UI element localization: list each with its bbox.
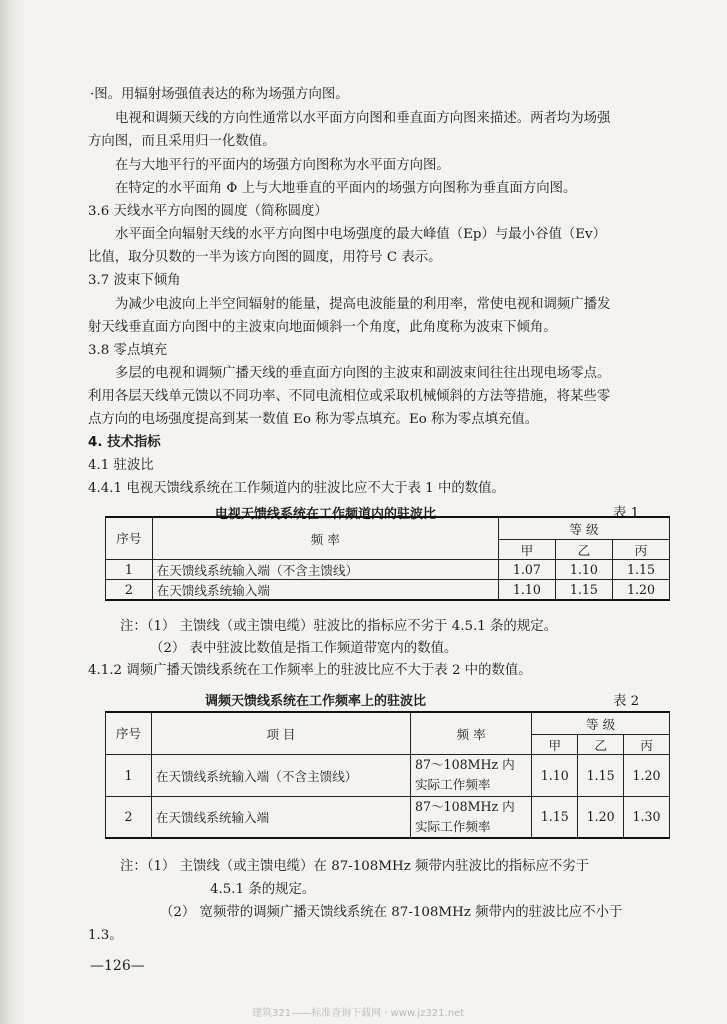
text-line: 射天线垂直面方向图中的主波束向地面倾斜一个角度，此角度称为波束下倾角。 xyxy=(88,320,557,335)
table-cell: 1.15 xyxy=(578,754,624,796)
table2-header-grade-b: 乙 xyxy=(578,734,624,754)
table1-header-freq: 频 率 xyxy=(152,517,498,559)
freq-range: 87～108MHz 内 xyxy=(414,798,515,814)
table-cell: 在天馈线系统输入端（不含主馈线） xyxy=(151,754,410,796)
table-cell: 1.30 xyxy=(624,796,670,838)
text-line: 水平面全向辐射天线的水平方向图中电场强度的最大峰值（Ep）与最小谷值（Ev） xyxy=(115,227,606,242)
table-row xyxy=(106,796,670,838)
table-cell: 1.15 xyxy=(532,796,578,838)
table-cell: 2 xyxy=(106,579,153,600)
table-cell: 1.07 xyxy=(498,559,555,579)
table2-title: 调频天馈线系统在工作频率上的驻波比 xyxy=(205,694,427,709)
text-line: 4.1.2 调频广播天馈线系统在工作频率上的驻波比应不大于表 2 中的数值。 xyxy=(88,663,532,678)
text-line: 多层的电视和调频广播天线的垂直面方向图的主波束和副波束间往往出现电场零点。 xyxy=(115,366,611,381)
table-cell: 1 xyxy=(106,754,152,796)
text-line: 在与大地平行的平面内的场强方向图称为水平面方向图。 xyxy=(115,158,450,173)
table-cell: 1.15 xyxy=(612,559,669,579)
table-cell: 1.20 xyxy=(624,754,670,796)
note-line: （2） 宽频带的调频广播天馈线系统在 87-108MHz 频带内的驻波比应不小于 xyxy=(160,905,623,920)
table-cell: 2 xyxy=(106,796,152,838)
table1-label: 表 1 xyxy=(613,506,640,521)
table-row xyxy=(106,579,670,600)
freq-desc: 实际工作频率 xyxy=(414,818,491,834)
text-line: 电视和调频天线的方向性通常以水平面方向图和垂直面方向图来描述。两者均为场强 xyxy=(115,111,611,126)
table1-header-grade-b: 乙 xyxy=(555,539,612,559)
section-heading: 4.1 驻波比 xyxy=(88,458,154,473)
table-cell: 在天馈线系统输入端（不含主馈线） xyxy=(152,559,498,579)
table-cell: 1 xyxy=(106,559,153,579)
table-cell xyxy=(410,796,531,838)
note-line: 1.3。 xyxy=(88,928,123,943)
page-number: —126— xyxy=(90,958,145,974)
table2 xyxy=(105,711,670,839)
table2-header-seq: 序号 xyxy=(106,712,152,754)
note-line: 注：（1） 主馈线（或主馈电缆）驻波比的指标应不劣于 4.5.1 条的规定。 xyxy=(120,619,557,634)
text-line: 利用各层天线单元馈以不同功率、不同电流相位或采取机械倾斜的方法等措施，将某些零 xyxy=(88,389,611,404)
table-cell: 在天馈线系统输入端 xyxy=(151,796,410,838)
text-line: 4.4.1 电视天馈线系统在工作频道内的驻波比应不大于表 1 中的数值。 xyxy=(88,481,505,496)
table1 xyxy=(105,516,670,601)
table2-header-grade-a: 甲 xyxy=(532,734,578,754)
text-line: 方向图，而且采用归一化数值。 xyxy=(88,134,276,149)
table-cell: 1.20 xyxy=(578,796,624,838)
footer-watermark: 建筑321——标准查询下载网 · www.jz321.net xyxy=(252,1008,465,1019)
table2-header-item: 项 目 xyxy=(151,712,410,754)
text-line: 比值，取分贝数的一半为该方向图的圆度，用符号 C 表示。 xyxy=(88,250,442,265)
table-cell: 1.10 xyxy=(498,579,555,600)
table2-header-grade-c: 丙 xyxy=(624,734,670,754)
note-line: 4.5.1 条的规定。 xyxy=(210,882,316,897)
freq-desc: 实际工作频率 xyxy=(414,777,491,792)
section-heading: 3.6 天线水平方向图的圆度（简称圆度） xyxy=(88,204,328,219)
note-line: 注：（1） 主馈线（或主馈电缆）在 87-108MHz 频带内驻波比的指标应不劣于 xyxy=(120,859,590,874)
freq-range: 87～108MHz 内 xyxy=(414,757,515,772)
table1-header-grade: 等 级 xyxy=(498,517,669,539)
table1-header-seq: 序号 xyxy=(106,517,153,559)
section-heading: 3.7 波束下倾角 xyxy=(88,273,181,288)
table-cell: 在天馈线系统输入端 xyxy=(152,579,498,600)
table1-header-grade-c: 丙 xyxy=(612,539,669,559)
table-cell: 1.10 xyxy=(555,559,612,579)
table1-title: 电视天馈线系统在工作频道内的驻波比 xyxy=(215,507,437,522)
section-heading: 3.8 零点填充 xyxy=(88,343,168,358)
text-line: 为减少电波向上半空间辐射的能量，提高电波能量的利用率，常使电视和调频广播发 xyxy=(115,297,611,312)
text-line: 在特定的水平面角 Φ 上与大地垂直的平面内的场强方向图称为垂直面方向图。 xyxy=(115,181,577,196)
text-line: 点方向的电场强度提高到某一数值 Eo 称为零点填充。Eo 称为零点填充值。 xyxy=(88,412,539,427)
chapter-heading: 4. 技术指标 xyxy=(88,435,161,450)
text-line: ·图。用辐射场强值表达的称为场强方向图。 xyxy=(90,87,349,102)
table-row xyxy=(106,754,670,796)
table2-label: 表 2 xyxy=(613,694,640,709)
table-cell xyxy=(410,754,531,796)
table1-header-grade-a: 甲 xyxy=(498,539,555,559)
table-cell: 1.20 xyxy=(612,579,669,600)
table2-header-freq: 频 率 xyxy=(410,712,531,754)
table-cell: 1.15 xyxy=(555,579,612,600)
table2-header-grade: 等 级 xyxy=(532,712,670,734)
table-row xyxy=(106,559,670,579)
note-line: （2） 表中驻波比数值是指工作频道带宽内的数值。 xyxy=(150,641,458,656)
table-cell: 1.10 xyxy=(532,754,578,796)
